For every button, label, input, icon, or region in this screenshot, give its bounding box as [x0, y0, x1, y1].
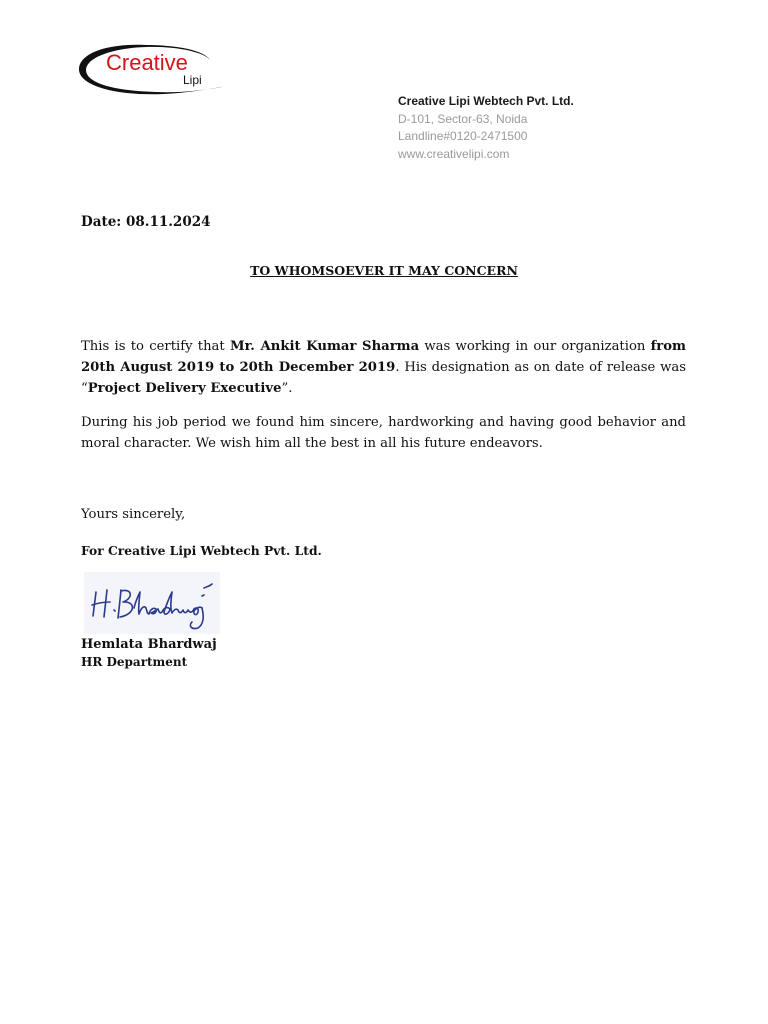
company-address-block [398, 93, 574, 163]
employee-name: Mr. Ankit Kumar Sharma [229, 339, 420, 354]
letter-date: Date: 08.11.2024 [81, 214, 211, 230]
closing-salutation: Yours sincerely, [81, 507, 186, 522]
employee-designation: Project Delivery Executive [87, 381, 282, 396]
para1-text-4: ”. [281, 381, 293, 396]
company-website: www.creativelipi.com [398, 146, 510, 161]
creative-lipi-logo-icon [76, 40, 228, 100]
para1-text-2: was working in our organization [419, 339, 651, 354]
company-name: Creative Lipi Webtech Pvt. Ltd. [398, 94, 574, 108]
for-company-line: For Creative Lipi Webtech Pvt. Ltd. [81, 543, 322, 558]
para1-text-1: This is to certify that [81, 339, 230, 354]
company-landline: Landline#0120-2471500 [398, 129, 528, 143]
conduct-paragraph: During his job period we found him sincere, hardworking and having good behavior and moral character. We wish him all the best in all his future endeavors. [81, 415, 686, 451]
signature-image [84, 572, 220, 634]
para1-text-3: . His designation as on date of release was “ [81, 360, 687, 396]
company-address: D-101, Sector-63, Noida [398, 111, 528, 126]
employment-period: from 20th August 2019 to 20th December 2019 [81, 339, 686, 375]
logo-sub-word: Lipi [183, 73, 202, 87]
handwritten-signature-icon [84, 572, 220, 634]
logo-word: Creative [106, 50, 188, 75]
certification-paragraph [81, 336, 686, 399]
signer-department: HR Department [81, 655, 188, 669]
letter-heading: TO WHOMSOEVER IT MAY CONCERN [250, 263, 518, 278]
company-logo [76, 40, 228, 100]
signer-name: Hemlata Bhardwaj [81, 637, 217, 652]
